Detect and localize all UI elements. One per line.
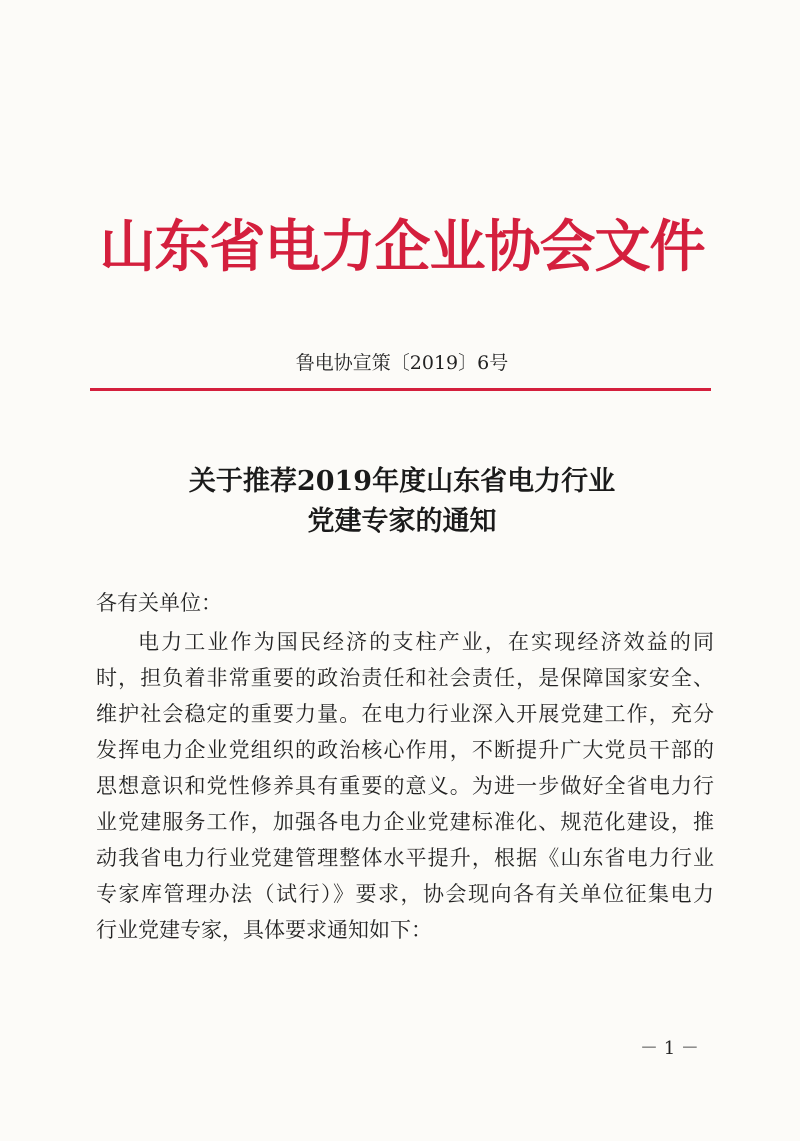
red-divider-line bbox=[90, 388, 711, 391]
document-number: 鲁电协宣策〔2019〕6号 bbox=[295, 352, 509, 374]
notice-title-line-2: 党建专家的通知 bbox=[307, 506, 497, 537]
body-line: 电力工业作为国民经济的支柱产业，在实现经济效益的同 bbox=[138, 630, 714, 654]
body-line: 思想意识和党性修养具有重要的意义。为进一步做好全省电力行 bbox=[96, 774, 714, 798]
salutation: 各有关单位： bbox=[96, 591, 222, 615]
body-line: 专家库管理办法（试行）》要求，协会现向各有关单位征集电力 bbox=[96, 882, 714, 906]
body-line: 时，担负着非常重要的政治责任和社会责任，是保障国家安全、 bbox=[96, 666, 714, 690]
body-line: 发挥电力企业党组织的政治核心作用，不断提升广大党员干部的 bbox=[96, 738, 714, 762]
notice-title-line-1: 关于推荐2019年度山东省电力行业 bbox=[188, 466, 616, 497]
body-paragraph bbox=[96, 624, 714, 948]
page-number: － 1 － bbox=[640, 1038, 699, 1059]
body-line: 行业党建专家，具体要求通知如下： bbox=[96, 918, 432, 942]
body-line: 业党建服务工作，加强各电力企业党建标准化、规范化建设，推 bbox=[96, 810, 714, 834]
notice-title bbox=[92, 462, 712, 542]
org-document-header: 山东省电力企业协会文件 bbox=[99, 214, 705, 280]
body-line: 动我省电力行业党建管理整体水平提升，根据《山东省电力行业 bbox=[96, 846, 714, 870]
body-line: 维护社会稳定的重要力量。在电力行业深入开展党建工作，充分 bbox=[96, 702, 714, 726]
